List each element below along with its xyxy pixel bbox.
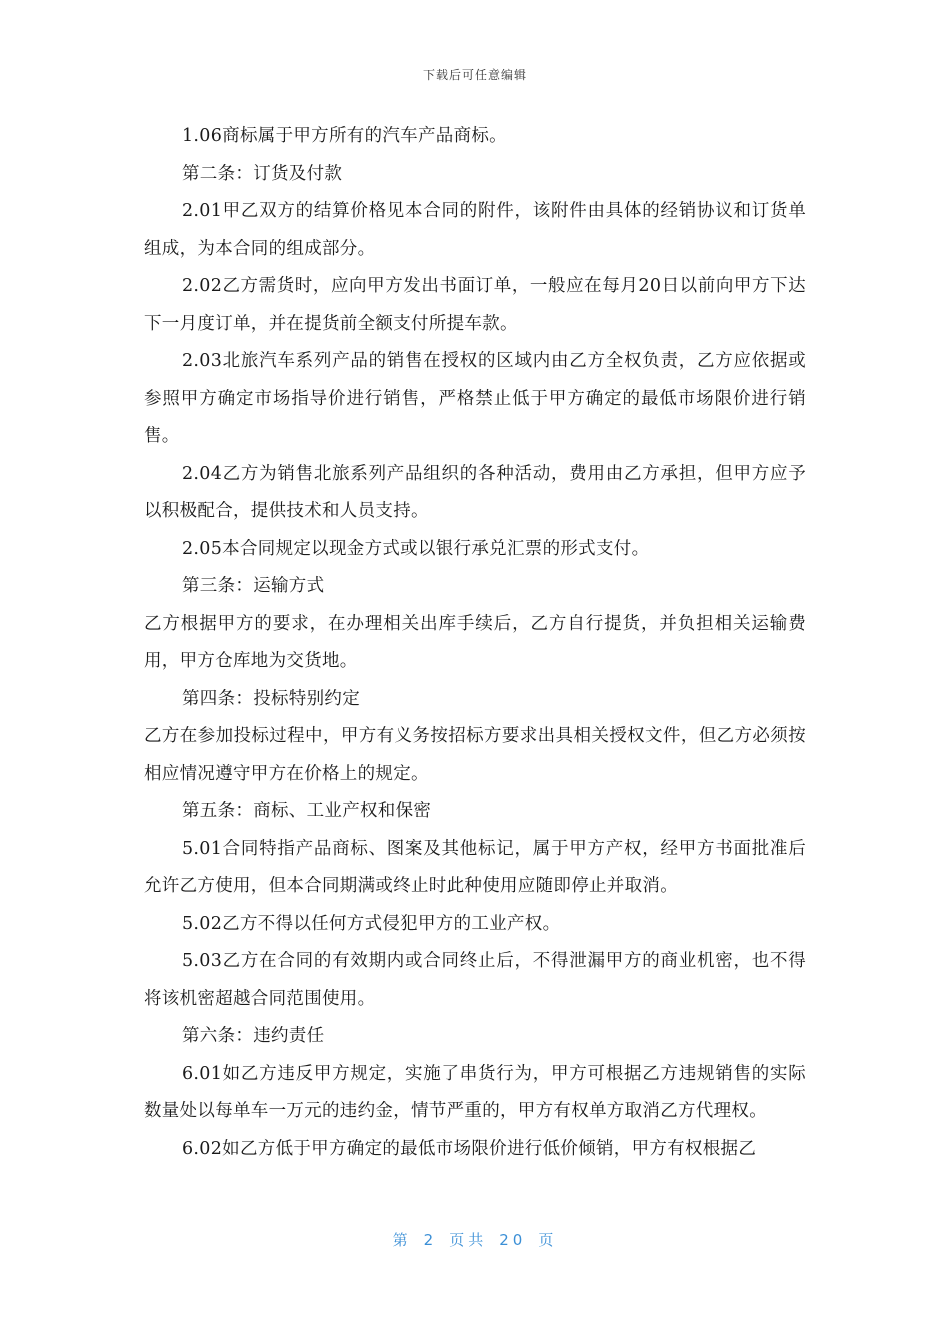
section-heading: 第四条：投标特别约定 bbox=[182, 688, 360, 709]
paragraph: 2.01甲乙双方的结算价格见本合同的附件，该附件由具体的经销协议和订货单组成，为本合同的组成部分。 bbox=[144, 201, 806, 259]
paragraph: 2.05本合同规定以现金方式或以银行承兑汇票的形式支付。 bbox=[182, 538, 650, 559]
paragraph: 乙方根据甲方的要求，在办理相关出库手续后，乙方自行提货，并负担相关运输费用，甲方仓库地为交货地。 bbox=[144, 613, 806, 671]
section-heading: 第三条：运输方式 bbox=[182, 576, 325, 596]
paragraph: 5.02乙方不得以任何方式侵犯甲方的工业产权。 bbox=[182, 913, 561, 934]
footer-middle: 页共 bbox=[449, 1231, 488, 1249]
section-heading: 第六条：违约责任 bbox=[182, 1026, 325, 1046]
paragraph: 1.06商标属于甲方所有的汽车产品商标。 bbox=[182, 126, 507, 146]
total-page-count: 20 bbox=[499, 1231, 527, 1249]
section-heading: 第五条：商标、工业产权和保密 bbox=[182, 801, 432, 821]
section-heading: 第二条：订货及付款 bbox=[182, 163, 343, 184]
paragraph: 5.03乙方在合同的有效期内或合同终止后，不得泄漏甲方的商业机密，也不得将该机密超越合同范围使用。 bbox=[144, 951, 806, 1009]
paragraph: 5.01合同特指产品商标、图案及其他标记，属于甲方产权，经甲方书面批准后允许乙方使用，但本合同期满或终止时此种使用应随即停止并取消。 bbox=[144, 838, 806, 896]
paragraph: 乙方在参加投标过程中，甲方有义务按招标方要求出具相关授权文件，但乙方必须按相应情况遵守甲方在价格上的规定。 bbox=[144, 726, 806, 784]
paragraph: 6.02如乙方低于甲方确定的最低市场限价进行低价倾销，甲方有权根据乙 bbox=[182, 1138, 757, 1159]
paragraph: 2.02乙方需货时，应向甲方发出书面订单，一般应在每月20日以前向甲方下达下一月度订单，并在提货前全额支付所提车款。 bbox=[144, 276, 806, 334]
current-page-number: 2 bbox=[423, 1231, 438, 1249]
document-body bbox=[144, 118, 806, 1168]
page-footer bbox=[0, 1229, 950, 1250]
paragraph: 6.01如乙方违反甲方规定，实施了串货行为，甲方可根据乙方违规销售的实际数量处以每单车一万元的违约金，情节严重的，甲方有权单方取消乙方代理权。 bbox=[144, 1063, 806, 1121]
footer-prefix: 第 bbox=[392, 1231, 412, 1249]
paragraph: 2.03北旅汽车系列产品的销售在授权的区域内由乙方全权负责，乙方应依据或参照甲方确定市场指导价进行销售，严格禁止低于甲方确定的最低市场限价进行销售。 bbox=[144, 351, 806, 446]
paragraph: 2.04乙方为销售北旅系列产品组织的各种活动，费用由乙方承担，但甲方应予以积极配合，提供技术和人员支持。 bbox=[144, 463, 806, 521]
footer-suffix: 页 bbox=[538, 1231, 558, 1249]
page-header: 下载后可任意编辑 bbox=[422, 68, 527, 82]
